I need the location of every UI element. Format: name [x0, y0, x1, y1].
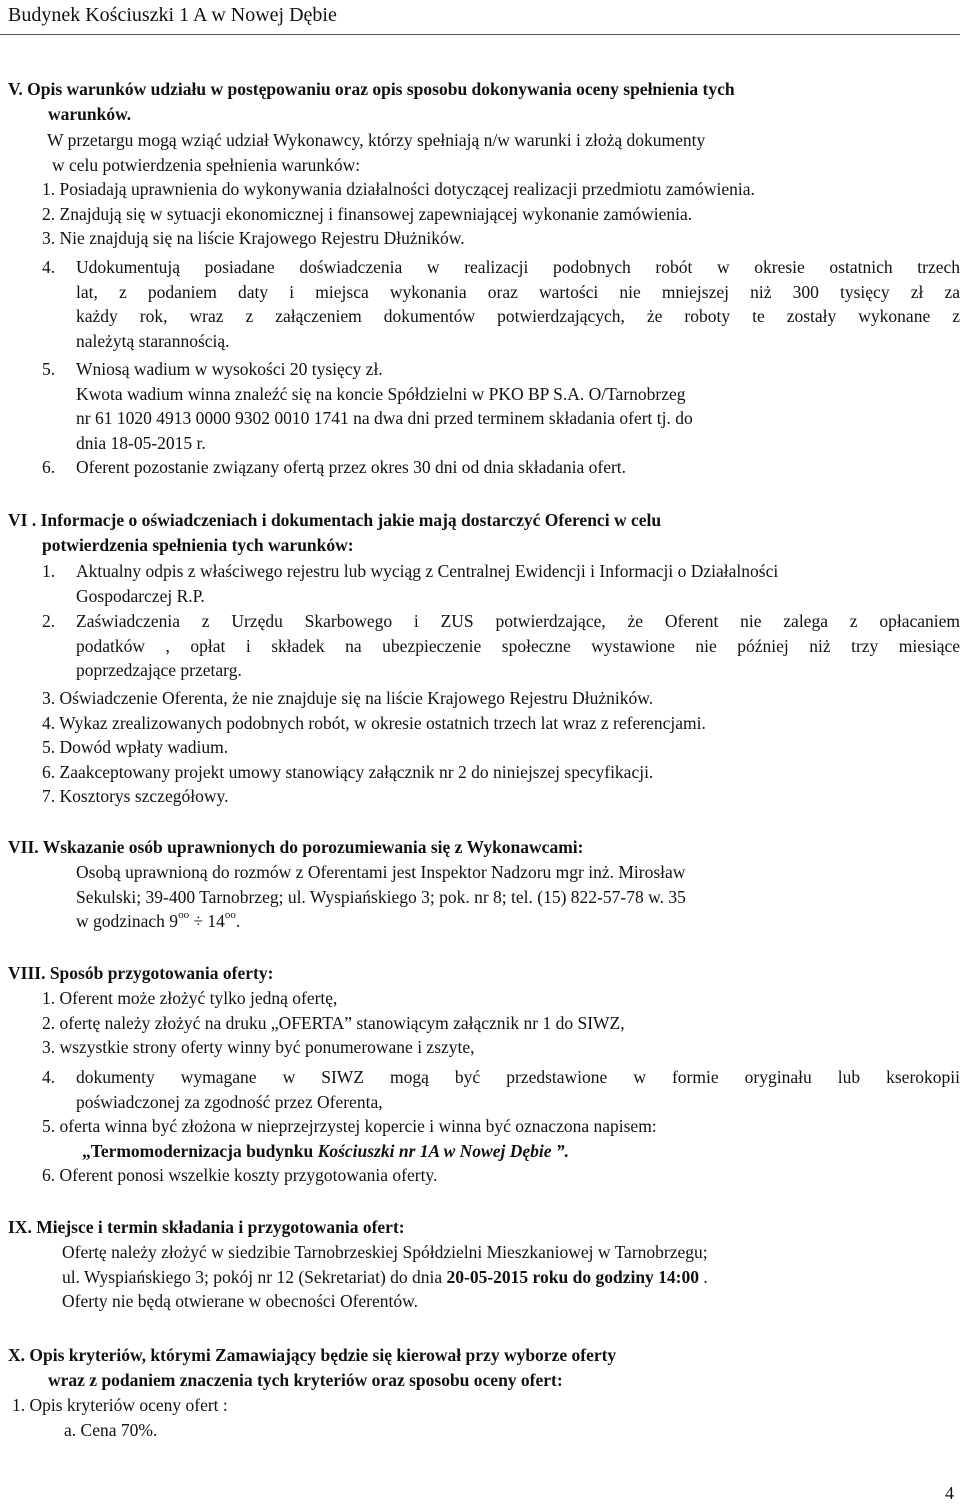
section-ix-heading: IX. Miejsce i termin składania i przygotowania ofert: [8, 1217, 405, 1237]
section-viii-list [42, 986, 625, 1060]
list-item: 1. Oferent może złożyć tylko jedną ofertę, [42, 988, 338, 1008]
list-item: 4. Udokumentują posiadane doświadczenia w realizacji podobnych robót w okresie ostatnich trzech lat, z podaniem daty i miejsca wykonania oraz wartości nie mniejszej niż 300 tysięcy zł za każdy rok, wraz z załączeniem dokumentów potwierdzających, że roboty te zostały wykonane z należytą starannością. [42, 257, 960, 351]
page-number: 4 [945, 1482, 954, 1503]
list-item: 2. Zaświadczenia z Urzędu Skarbowego i ZUS potwierdzające, że Oferent nie zalega z opłacaniem podatków , opłat i składek na ubezpieczenie społeczne wystawione nie później niż trzy miesiące poprzedzające przetarg. [42, 611, 960, 680]
office-hours: w godzinach $9^{oo} \div 14^{oo}$. [76, 909, 241, 931]
section-v-intro: W przetargu mogą wziąć udział Wykonawcy, którzy spełniają n/w warunki i złożą dokumenty w celu potwierdzenia spełnienia warunków: [47, 130, 706, 175]
header-divider [0, 34, 960, 35]
list-item: 2. Znajdują się w sytuacji ekonomicznej i finansowej zapewniającej wykonanie zamówienia. [42, 203, 693, 224]
section-viii-list-b [42, 1114, 657, 1188]
list-item: 3. Nie znajdują się na liście Krajowego Rejestru Dłużników. [42, 228, 465, 248]
list-item: 2. ofertę należy złożyć na druku „OFERTA” stanowiącym załącznik nr 1 do SIWZ, [42, 1012, 625, 1033]
list-item: 3. Oświadczenie Oferenta, że nie znajduje się na liście Krajowego Rejestru Dłużników. [42, 688, 654, 708]
list-item: 7. Kosztorys szczegółowy. [42, 786, 229, 806]
list-item: 5. oferta winna być złożona w nieprzejrzystej kopercie i winna być oznaczona napisem: [42, 1116, 657, 1136]
section-vi-list [42, 686, 706, 809]
list-item: 1. Posiadają uprawnienia do wykonywania działalności dotyczącej realizacji przedmiotu zamówienia. [42, 179, 755, 199]
section-v-list [42, 177, 755, 251]
list-item: 4. Wykaz zrealizowanych podobnych robót, w okresie ostatnich trzech lat wraz z referencjami. [42, 712, 706, 733]
list-item: 5. Wniosą wadium w wysokości 20 tysięcy zł. Kwota wadium winna znaleźć się na koncie Spółdzielni w PKO BP S.A. O/Tarnobrzeg nr 61 1020 4913 0000 9302 0010 1741 na dwa dni przed terminem składania ofert tj. do dnia 18-05-2015 r. [42, 359, 693, 453]
page-header-title: Budynek Kościuszki 1 A w Nowej Dębie [8, 4, 337, 26]
section-vi-heading: VI . Informacje o oświadczeniach i dokumentach jakie mają dostarczyć Oferenci w celu potwierdzenia spełnienia tych warunków: [8, 510, 662, 555]
list-item: 1. Opis kryteriów oceny ofert : [12, 1395, 228, 1415]
list-item: a. Cena 70%. [64, 1419, 158, 1440]
section-vii-body: Osobą uprawnioną do rozmów z Oferentami jest Inspektor Nadzoru mgr inż. Mirosław Sekulski; 39-400 Tarnobrzeg; ul. Wyspiańskiego 3; pok. nr 8; tel. (15) 822-57-78 w. 35 w godzinach $9^{oo} \div 14^{oo}$. [76, 860, 686, 934]
list-item: 6. Oferent pozostanie związany ofertą przez okres 30 dni od dnia składania ofert. [42, 457, 627, 477]
list-item: 6. Oferent ponosi wszelkie koszty przygotowania oferty. [42, 1165, 438, 1185]
list-item: 3. wszystkie strony oferty winny być ponumerowane i zszyte, [42, 1037, 475, 1057]
list-item: 5. Dowód wpłaty wadium. [42, 737, 229, 757]
list-item: 1. Aktualny odpis z właściwego rejestru lub wyciąg z Centralnej Ewidencji i Informacji o Działalności Gospodarczej R.P. [42, 561, 779, 606]
list-item: 6. Zaakceptowany projekt umowy stanowiący załącznik nr 2 do niniejszej specyfikacji. [42, 761, 654, 782]
deadline-line: ul. Wyspiańskiego 3; pokój nr 12 (Sekretariat) do dnia 20-05-2015 roku do godziny 14:00 . [62, 1266, 708, 1287]
section-x-list [12, 1393, 228, 1442]
section-ix-body: Ofertę należy złożyć w siedzibie Tarnobrzeskiej Spółdzielni Mieszkaniowej w Tarnobrzegu; ul. Wyspiańskiego 3; pokój nr 12 (Sekretariat) do dnia 20-05-2015 roku do godziny 14:00 . Oferty nie będą otwierane w obecności Oferentów. [62, 1242, 708, 1311]
section-x-heading: X. Opis kryteriów, którymi Zamawiający będzie się kierował przy wyborze oferty wraz z podaniem znaczenia tych kryteriów oraz sposobu oceny ofert: [8, 1345, 617, 1390]
section-viii-heading: VIII. Sposób przygotowania oferty: [8, 963, 274, 983]
section-vii-heading: VII. Wskazanie osób uprawnionych do porozumiewania się z Wykonawcami: [8, 837, 584, 857]
section-v-heading: V. Opis warunków udziału w postępowaniu oraz opis sposobu dokonywania oceny spełnienia tych warunków. [8, 79, 735, 124]
list-item: 4. dokumenty wymagane w SIWZ mogą być przedstawione w formie oryginału lub kserokopii poświadczonej za zgodność przez Oferenta, [42, 1067, 960, 1112]
envelope-label: „Termomodernizacja budynku Kościuszki nr 1A w Nowej Dębie ”. [82, 1140, 569, 1161]
